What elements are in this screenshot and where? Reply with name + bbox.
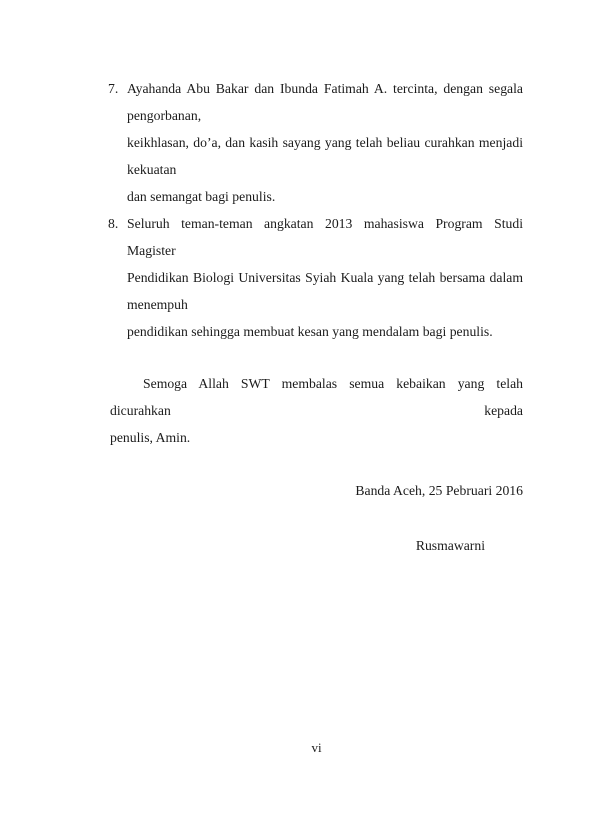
text-line: keikhlasan, do’a, dan kasih sayang yang telah beliau curahkan menjadi kekuatan xyxy=(127,135,523,177)
page-number: vi xyxy=(311,740,322,755)
list-item-number: 7. xyxy=(108,81,119,96)
acknowledgements-section xyxy=(110,75,523,559)
list-item-7 xyxy=(110,75,523,210)
text-line: Seluruh teman-teman angkatan 2013 mahasiswa Program Studi Magister xyxy=(127,216,523,258)
list-item-text xyxy=(127,75,523,210)
text-line: pendidikan sehingga membuat kesan yang mendalam bagi penulis. xyxy=(127,324,493,339)
text-line: dan semangat bagi penulis. xyxy=(127,189,276,204)
text-line: Semoga Allah SWT membalas semua kebaikan yang telah dicurahkan kepada xyxy=(110,376,523,418)
text-line: penulis, Amin. xyxy=(110,430,191,445)
signature-name: Rusmawarni xyxy=(415,538,485,553)
text-line: Pendidikan Biologi Universitas Syiah Kuala yang telah bersama dalam menempuh xyxy=(127,270,523,312)
date-line: Banda Aceh, 25 Pebruari 2016 xyxy=(355,483,523,498)
closing-paragraph xyxy=(110,370,523,451)
text-line: Ayahanda Abu Bakar dan Ibunda Fatimah A. tercinta, dengan segala pengorbanan, xyxy=(127,81,523,123)
list-item-text xyxy=(127,210,523,345)
list-item-8 xyxy=(110,210,523,345)
list-item-number: 8. xyxy=(108,216,119,231)
